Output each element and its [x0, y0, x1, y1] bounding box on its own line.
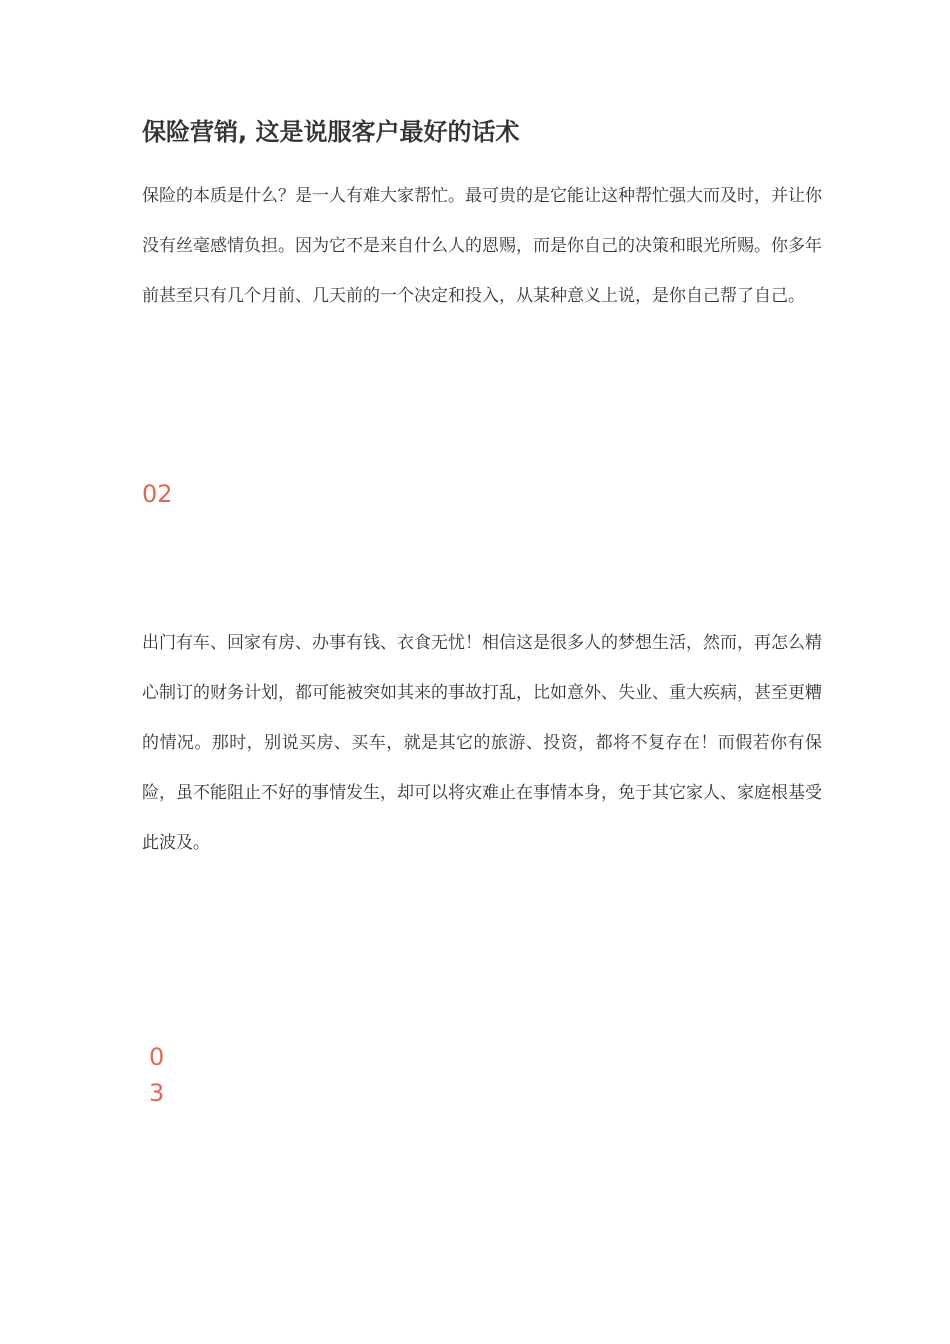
article-title: 保险营销, 这是说服客户最好的话术	[142, 118, 520, 146]
section-number-02: 02	[142, 480, 173, 508]
article-paragraph: 出门有车、回家有房、办事有钱、衣食无忧！相信这是很多人的梦想生活，然而，再怎么精心制订的财务计划，都可能被突如其来的事故打乱，比如意外、失业、重大疾病，甚至更糟的情况。那时，别说买房、买车，就是其它的旅游、投资，都将不复存在！而假若你有保险，虽不能阻止不好的事情发生，却可以将灾难止在事情本身，免于其它家人、家庭根基受此波及。	[142, 633, 822, 853]
section-number-03: 03	[149, 1043, 165, 1107]
article-paragraph: 保险的本质是什么？是一人有难大家帮忙。最可贵的是它能让这种帮忙强大而及时，并让你没有丝毫感情负担。因为它不是来自什么人的恩赐，而是你自己的决策和眼光所赐。你多年前甚至只有几个月前、几天前的一个决定和投入，从某种意义上说，是你自己帮了自己。	[142, 186, 822, 306]
